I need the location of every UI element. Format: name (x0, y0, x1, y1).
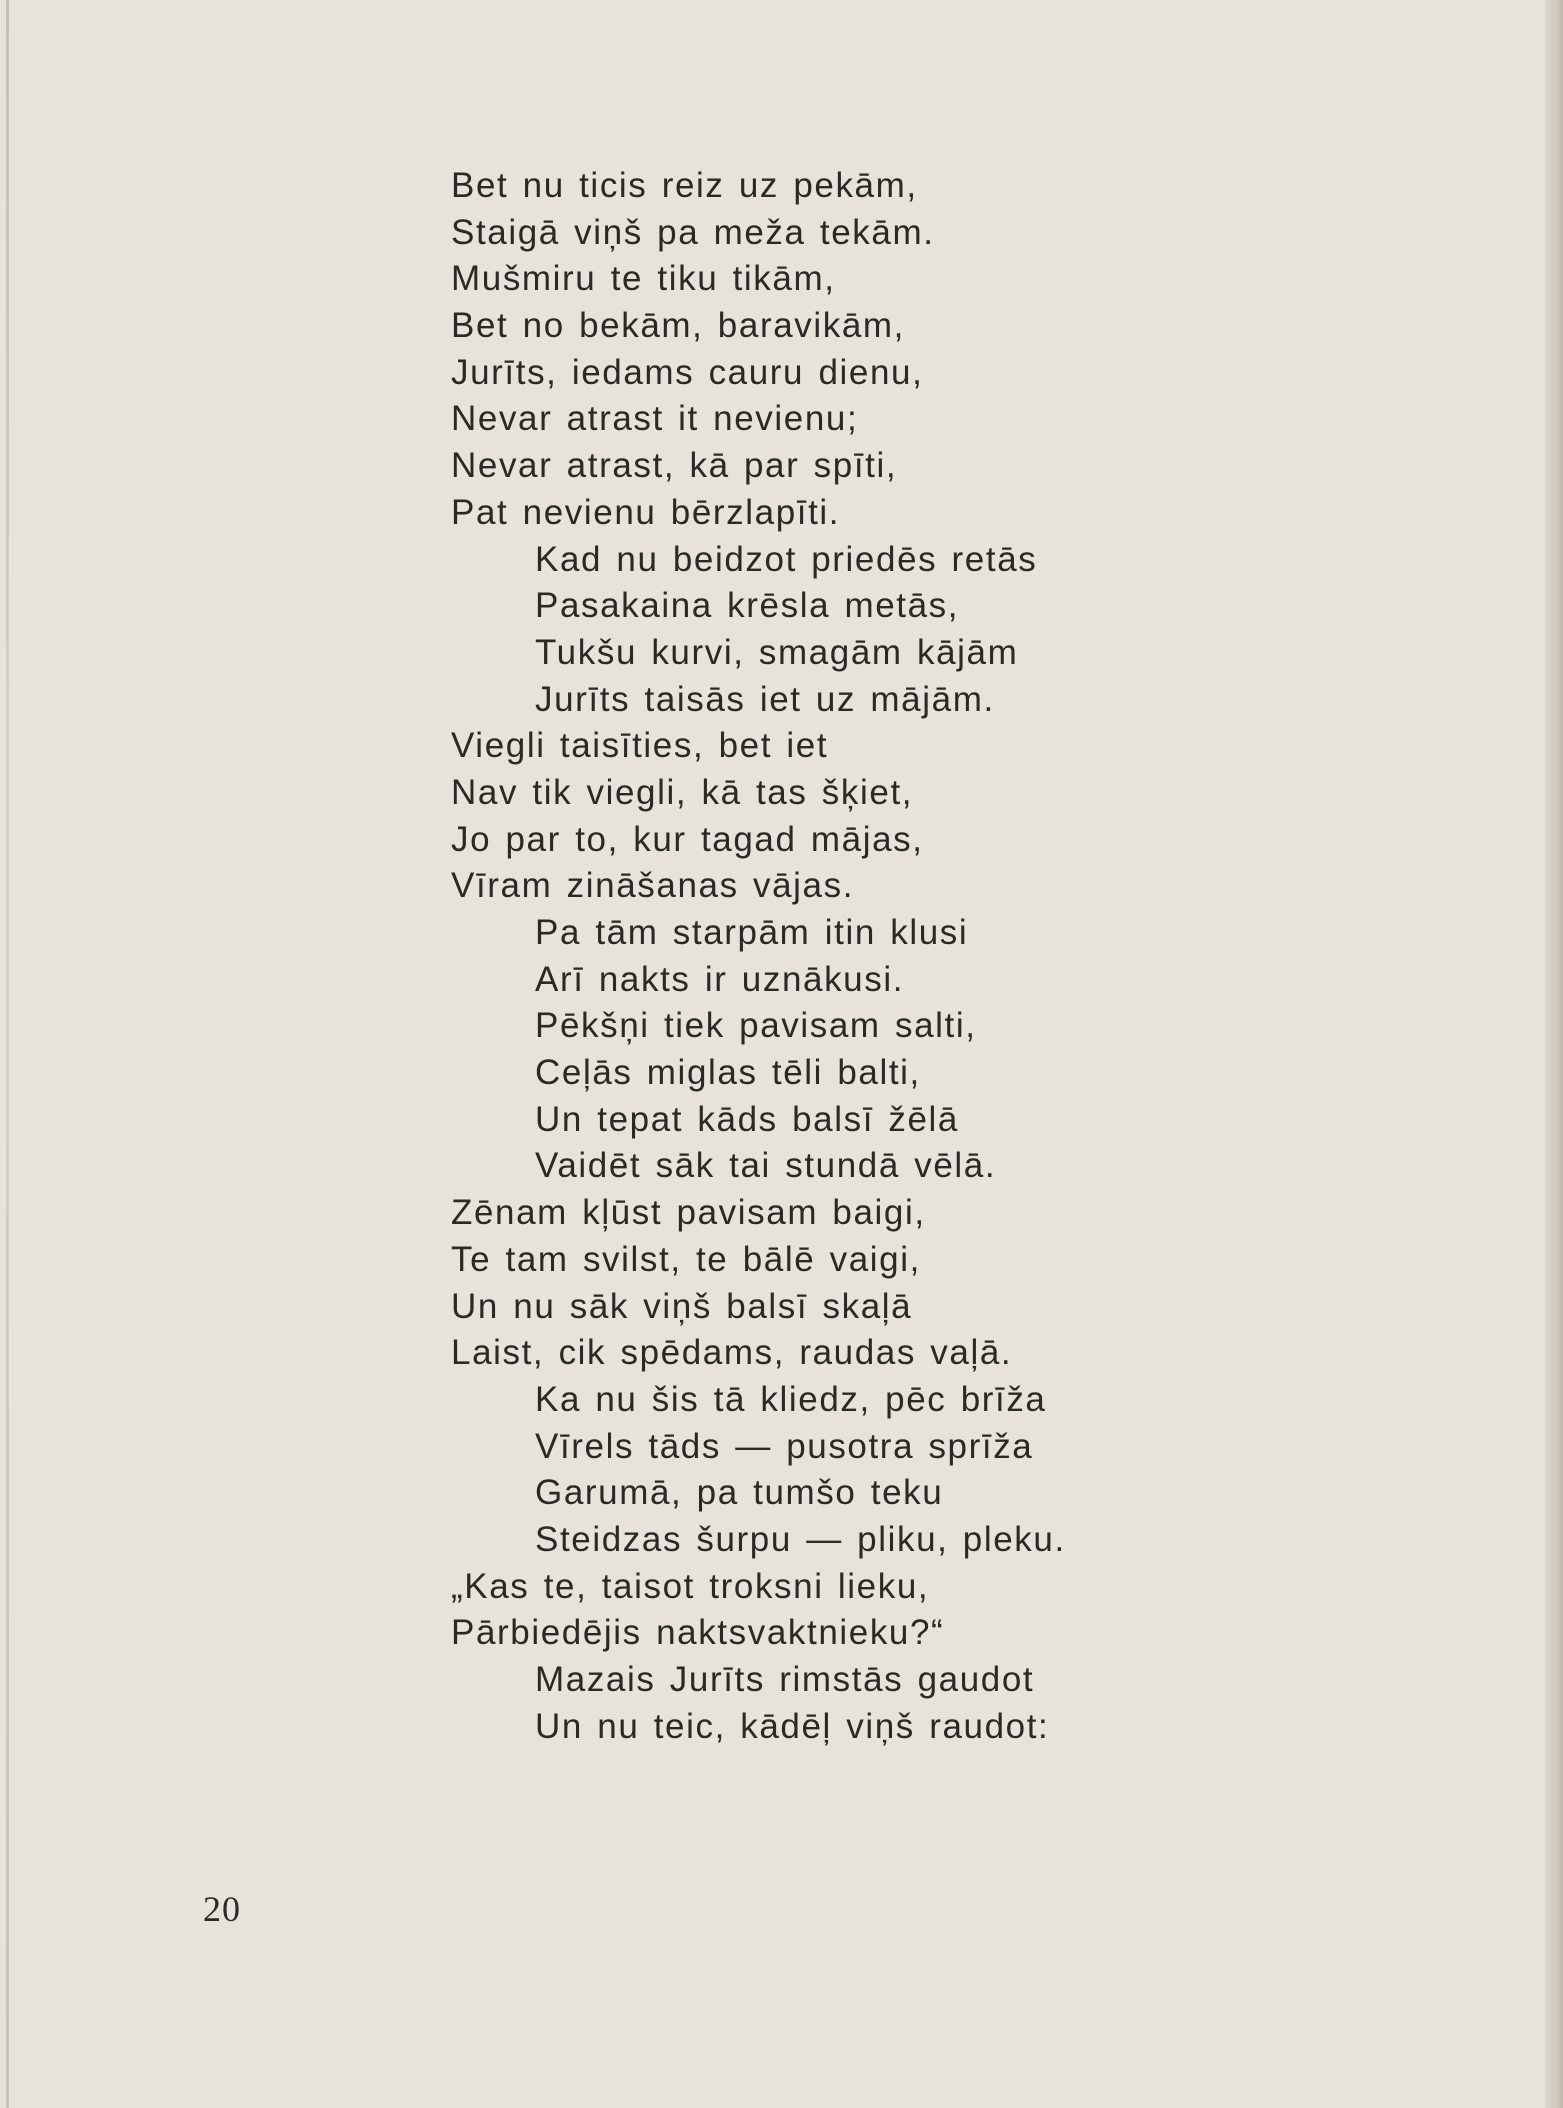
poem-line: Tukšu kurvi, smagām kājām (535, 632, 1019, 672)
poem-line: Nevar atrast it nevienu; (451, 399, 859, 439)
poem-line: Un nu sāk viņš balsī skaļā (451, 1286, 913, 1326)
poem-line: Jurīts taisās iet uz mājām. (535, 679, 995, 719)
poem-line: Te tam svilst, te bālē vaigi, (451, 1239, 921, 1279)
poem-line: Staigā viņš pa meža tekām. (451, 212, 935, 252)
poem-line: Jurīts, iedams cauru dienu, (451, 352, 924, 392)
poem-line: Mazais Jurīts rimstās gaudot (535, 1660, 1035, 1699)
poem-line: Bet nu ticis reiz uz pekām, (451, 166, 918, 205)
poem-line: Vaidēt sāk tai stundā vēlā. (535, 1146, 997, 1186)
poem-text (451, 163, 1171, 1750)
poem-line: Nav tik viegli, kā tas šķiet, (451, 772, 914, 812)
poem-line: Pa tām starpām itin klusi (535, 913, 969, 952)
poem-line: Nevar atrast, kā par spīti, (451, 446, 898, 486)
poem-line: Viegli taisīties, bet iet (451, 726, 829, 766)
poem-line: Bet no bekām, baravikām, (451, 306, 905, 346)
poem-line: Pārbiedējis naktsvaktnieku?“ (451, 1613, 945, 1653)
poem-line: Jo par to, kur tagad mājas, (451, 819, 924, 859)
poem-line: Pēkšņi tiek pavisam salti, (535, 1006, 977, 1046)
page-left-edge (6, 0, 9, 2108)
poem-line: Vīram zināšanas vājas. (451, 866, 855, 906)
poem-line: Mušmiru te tiku tikām, (451, 259, 836, 299)
page-right-edge (1545, 0, 1563, 2108)
poem-line: Vīrels tāds — pusotra sprīža (535, 1426, 1034, 1466)
poem-line: Zēnam kļūst pavisam baigi, (451, 1193, 926, 1233)
poem-line: Pasakaina krēsla metās, (535, 586, 960, 626)
page-number: 20 (203, 1889, 241, 1929)
poem-line: Un nu teic, kādēļ viņš raudot: (535, 1706, 1050, 1746)
poem-line: Ceļās miglas tēli balti, (535, 1053, 921, 1093)
poem-line: Ka nu šis tā kliedz, pēc brīža (535, 1379, 1047, 1419)
poem-line: „Kas te, taisot troksni lieku, (451, 1566, 930, 1606)
poem-line: Un tepat kāds balsī žēlā (535, 1099, 959, 1139)
poem-line: Garumā, pa tumšo teku (535, 1473, 944, 1513)
poem-line: Kad nu beidzot priedēs retās (535, 539, 1038, 579)
poem-line: Arī nakts ir uznākusi. (535, 959, 905, 999)
poem-line: Steidzas šurpu — pliku, pleku. (535, 1519, 1066, 1559)
poem-line: Pat nevienu bērzlapīti. (451, 492, 841, 532)
poem-line: Laist, cik spēdams, raudas vaļā. (451, 1333, 1013, 1373)
